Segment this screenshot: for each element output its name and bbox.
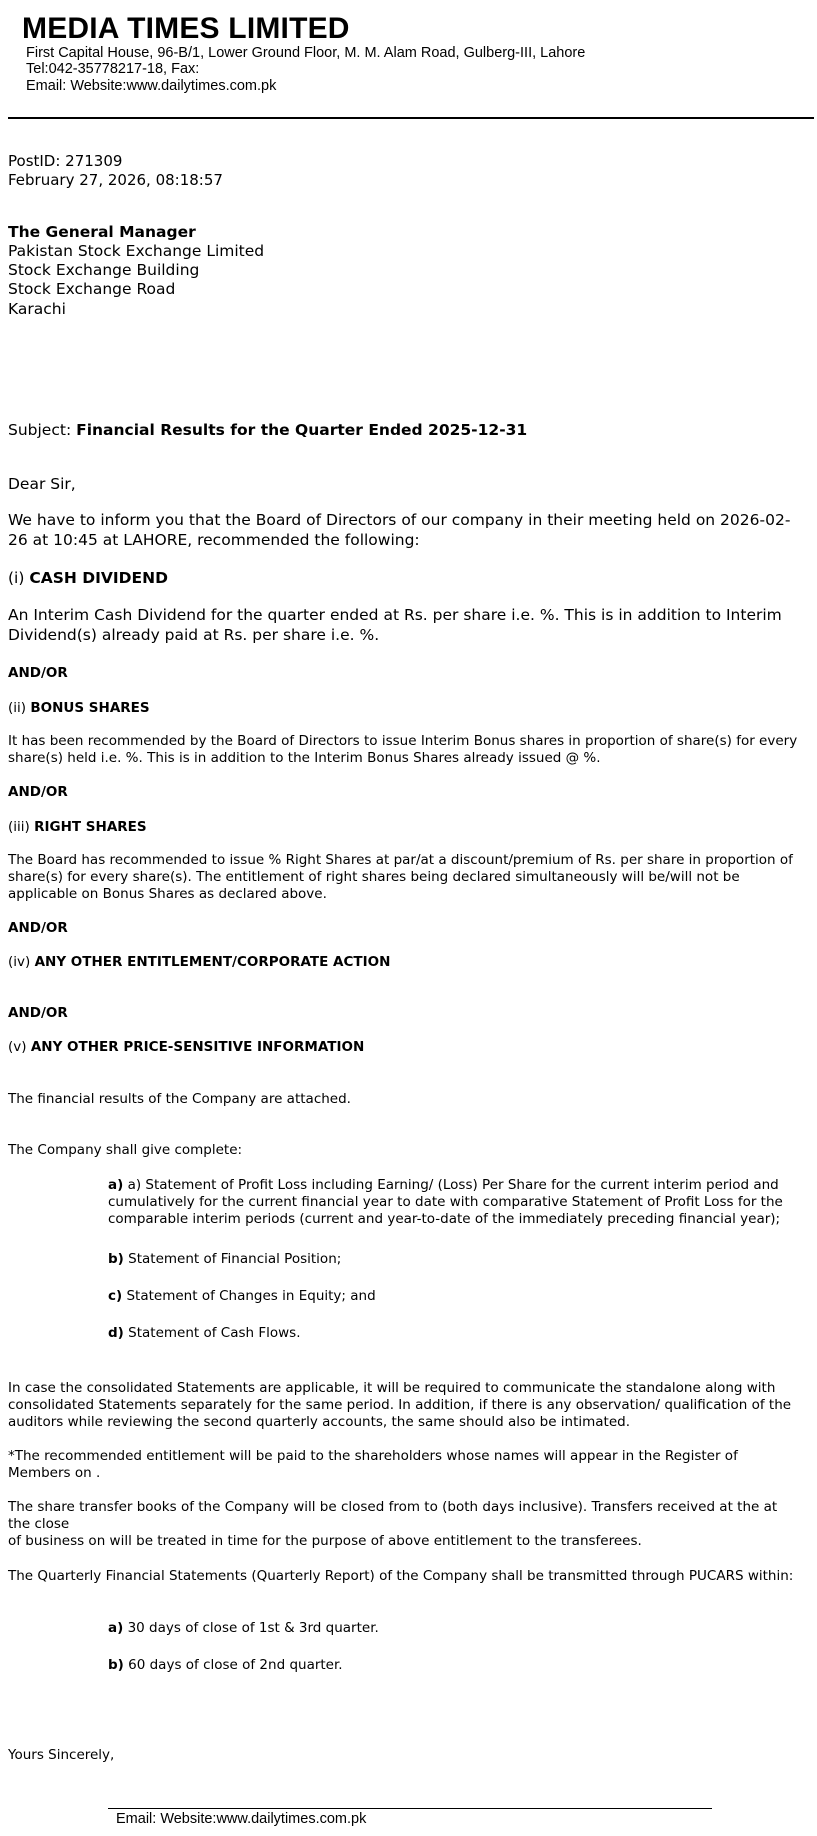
- closing-text: Yours Sincerely,: [8, 1747, 115, 1763]
- recipient-line: Karachi: [8, 300, 66, 318]
- list-marker: b): [108, 1251, 124, 1267]
- section-number: (iv): [8, 954, 31, 970]
- header-divider: [8, 117, 814, 119]
- list-marker: d): [108, 1325, 124, 1341]
- section-bonus-shares-heading: [8, 700, 150, 717]
- results-attached-text: The financial results of the Company are attached.: [8, 1091, 351, 1107]
- section-title: ANY OTHER ENTITLEMENT/CORPORATE ACTION: [34, 954, 391, 970]
- section-title: RIGHT SHARES: [34, 819, 147, 835]
- list-item: [108, 1325, 798, 1342]
- list-item: [108, 1288, 798, 1305]
- transfer-books-line-1: The share transfer books of the Company will be closed from to (both days inclusive). Transfers received at the at the close: [8, 1499, 778, 1532]
- recipient-title: The General Manager: [8, 223, 196, 241]
- entitlement-note: *The recommended entitlement will be paid to the shareholders whose names will appear in the Register of Members on .: [8, 1448, 738, 1481]
- recipient-line: Stock Exchange Road: [8, 280, 176, 298]
- section-right-shares-heading: [8, 819, 147, 836]
- list-marker: a): [108, 1177, 124, 1193]
- section-title: BONUS SHARES: [30, 700, 150, 716]
- post-datetime: February 27, 2026, 08:18:57: [8, 171, 223, 189]
- list-marker: c): [108, 1288, 123, 1304]
- list-text: Statement of Cash Flows.: [128, 1325, 301, 1341]
- recipient-line: Stock Exchange Building: [8, 261, 200, 279]
- section-other-entitlement-heading: [8, 954, 390, 971]
- company-tel-fax: Tel:042-35778217-18, Fax:: [26, 61, 200, 77]
- subject-label: Subject:: [8, 421, 72, 439]
- list-marker: a): [108, 1620, 124, 1636]
- bonus-shares-body: It has been recommended by the Board of Directors to issue Interim Bonus shares in proportion of share(s) for every share(s) held i.e. %. This is in addition to the Interim Bonus Shares already issued @ %.: [8, 733, 798, 766]
- post-id: PostID: 271309: [8, 152, 123, 170]
- section-title: CASH DIVIDEND: [29, 569, 168, 587]
- cash-dividend-body: An Interim Cash Dividend for the quarter ended at Rs. per share i.e. %. This is in addition to Interim Dividend(s) already paid at Rs. per share i.e. %.: [8, 606, 782, 644]
- consolidated-paragraph: In case the consolidated Statements are applicable, it will be required to communicate the standalone along with consolidated Statements separately for the same period. In addition, if there is any observation/ qualification of the auditors while reviewing the second quarterly accounts, the same should also be intimated.: [8, 1380, 792, 1430]
- subject-line: [8, 421, 527, 441]
- salutation: Dear Sir,: [8, 475, 76, 493]
- company-address: First Capital House, 96-B/1, Lower Ground Floor, M. M. Alam Road, Gulberg-III, Lahore: [26, 45, 586, 61]
- complete-intro-text: The Company shall give complete:: [8, 1142, 243, 1158]
- company-email-web: Email: Website:www.dailytimes.com.pk: [26, 78, 277, 94]
- intro-paragraph: We have to inform you that the Board of Directors of our company in their meeting held on 2026-02-26 at 10:45 at LAHORE, recommended the following:: [8, 511, 791, 549]
- footer-email-web: Email: Website:www.dailytimes.com.pk: [116, 1811, 367, 1827]
- list-text: Statement of Changes in Equity; and: [126, 1288, 376, 1304]
- list-text: 30 days of close of 1st & 3rd quarter.: [127, 1620, 379, 1636]
- and-or-label: AND/OR: [8, 784, 68, 800]
- section-number: (v): [8, 1039, 27, 1055]
- section-price-sensitive-heading: [8, 1039, 364, 1056]
- transfer-books-line-2: of business on will be treated in time for the purpose of above entitlement to the transferees.: [8, 1533, 642, 1549]
- section-number: (iii): [8, 819, 30, 835]
- recipient-line: Pakistan Stock Exchange Limited: [8, 242, 265, 260]
- list-item: [108, 1177, 798, 1228]
- list-text: a) Statement of Profit Loss including Earning/ (Loss) Per Share for the current interim period and cumulatively for the current financial year to date with comparative Statement of Profit Loss for the comparable interim periods (current and year-to-date of the immediately preceding financial year);: [108, 1177, 783, 1227]
- right-shares-body: The Board has recommended to issue % Right Shares at par/at a discount/premium of Rs. per share in proportion of share(s) for every share(s). The entitlement of right shares being declared simultaneously will be/will not be applicable on Bonus Shares as declared above.: [8, 852, 793, 902]
- section-number: (ii): [8, 700, 27, 716]
- list-text: 60 days of close of 2nd quarter.: [128, 1657, 343, 1673]
- list-item: [108, 1620, 798, 1637]
- pucars-paragraph: The Quarterly Financial Statements (Quarterly Report) of the Company shall be transmitted through PUCARS within:: [8, 1568, 794, 1584]
- subject-text: Financial Results for the Quarter Ended 2025-12-31: [76, 421, 528, 439]
- section-number: (i): [8, 569, 25, 587]
- list-marker: b): [108, 1657, 124, 1673]
- list-item: [108, 1657, 798, 1674]
- section-title: ANY OTHER PRICE-SENSITIVE INFORMATION: [30, 1039, 365, 1055]
- list-item: [108, 1251, 798, 1268]
- footer-divider: [108, 1808, 712, 1809]
- company-name: MEDIA TIMES LIMITED: [22, 12, 350, 45]
- section-cash-dividend-heading: [8, 569, 168, 589]
- and-or-label: AND/OR: [8, 665, 68, 681]
- and-or-label: AND/OR: [8, 1005, 68, 1021]
- list-text: Statement of Financial Position;: [128, 1251, 342, 1267]
- and-or-label: AND/OR: [8, 920, 68, 936]
